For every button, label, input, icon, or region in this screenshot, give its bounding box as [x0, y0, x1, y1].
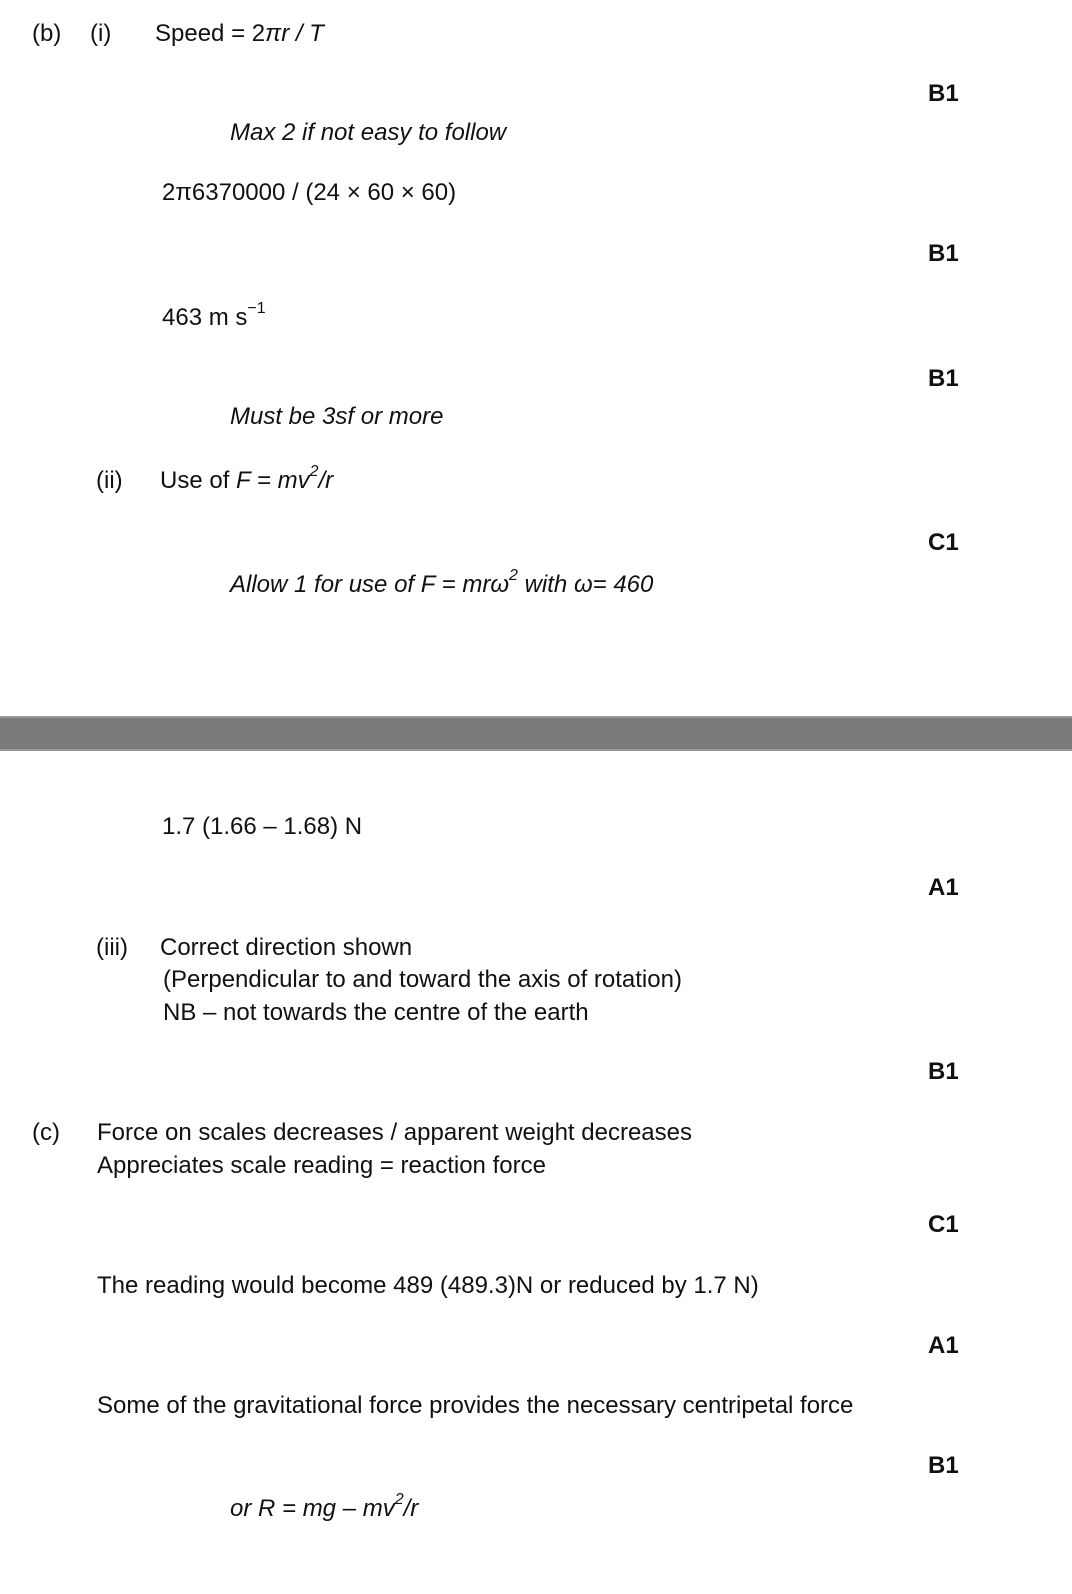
use-formula-sup: 2	[309, 463, 319, 480]
force-answer: 1.7 (1.66 – 1.68) N	[162, 813, 363, 840]
alt-formula-sup: 2	[394, 1491, 404, 1508]
allow-note-b: with ω= 460	[517, 571, 654, 598]
sub-iii-label: (iii)	[96, 934, 128, 961]
note-max-2: Max 2 if not easy to follow	[230, 119, 507, 146]
alt-formula-a: or R = mg – mv	[230, 1495, 395, 1522]
mark-c1-scales: C1	[928, 1211, 959, 1238]
allow-note-a: Allow 1 for use of F = mrω	[230, 571, 510, 598]
use-of-prefix: Use of	[160, 467, 237, 494]
speed-answer-exponent: −1	[247, 300, 266, 317]
speed-answer	[162, 300, 266, 331]
use-formula-a: F = mv	[236, 467, 310, 494]
speed-calculation: 2π6370000 / (24 × 60 × 60)	[162, 179, 457, 206]
part-c-line-2: Appreciates scale reading = reaction force	[97, 1152, 546, 1179]
use-formula-b: /r	[318, 467, 334, 494]
mark-a1-reading: A1	[928, 1332, 959, 1359]
speed-formula-symbol: πr / T	[265, 20, 324, 47]
allow-note-sup: 2	[509, 567, 518, 584]
alternative-formula	[230, 1491, 419, 1522]
mark-b1-gravity: B1	[928, 1452, 959, 1479]
mark-b1-direction: B1	[928, 1058, 959, 1085]
sub-i-label: (i)	[90, 20, 112, 47]
reading-statement: The reading would become 489 (489.3)N or reduced by 1.7 N)	[97, 1272, 759, 1299]
mark-b1-calculation: B1	[928, 240, 959, 267]
direction-line-2: (Perpendicular to and toward the axis of rotation)	[163, 966, 682, 993]
part-c-line-1: Force on scales decreases / apparent weight decreases	[97, 1119, 692, 1146]
part-c-label: (c)	[32, 1119, 60, 1146]
part-b-label: (b)	[32, 20, 62, 47]
sub-ii-label: (ii)	[96, 467, 123, 494]
allow-note	[230, 567, 654, 598]
speed-formula	[155, 22, 324, 46]
page-separator-band	[0, 716, 1072, 751]
direction-line-1: Correct direction shown	[160, 934, 413, 961]
use-of-formula	[160, 463, 334, 494]
note-3sf: Must be 3sf or more	[230, 403, 444, 430]
alt-formula-b: /r	[403, 1495, 419, 1522]
speed-formula-prefix: Speed = 2	[155, 20, 266, 47]
mark-c1-force: C1	[928, 529, 959, 556]
mark-b1-speed: B1	[928, 80, 959, 107]
mark-a1-force: A1	[928, 874, 959, 901]
speed-answer-value: 463 m s	[162, 304, 248, 331]
gravity-statement: Some of the gravitational force provides the necessary centripetal force	[97, 1392, 854, 1419]
direction-line-3: NB – not towards the centre of the earth	[163, 999, 589, 1026]
mark-b1-answer: B1	[928, 365, 959, 392]
